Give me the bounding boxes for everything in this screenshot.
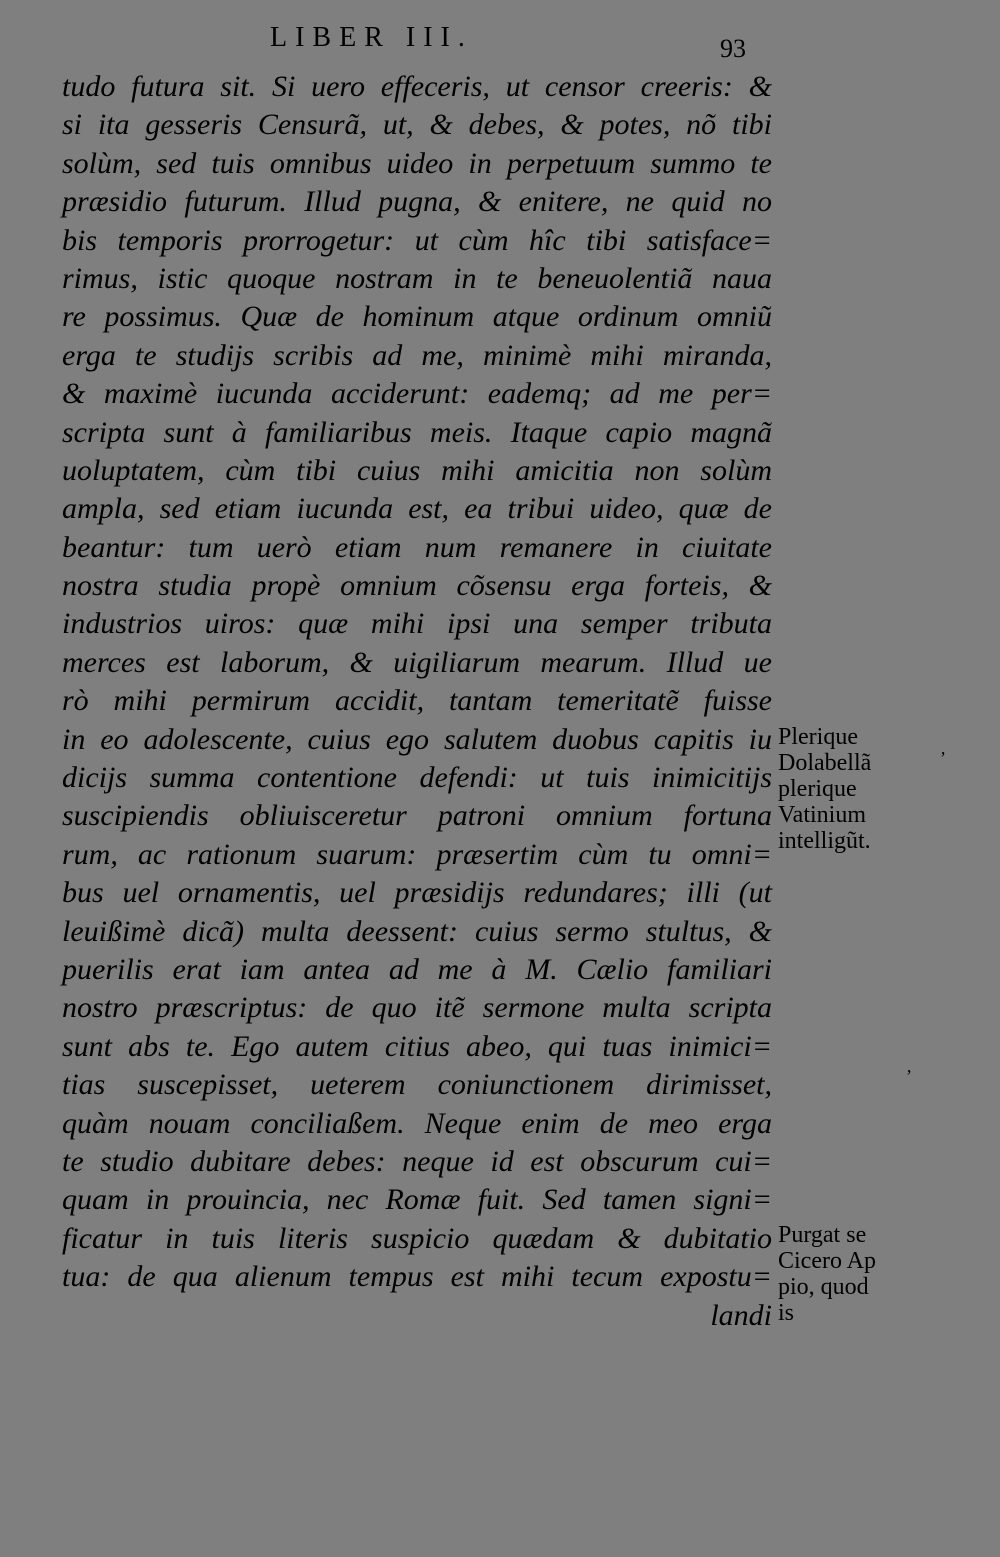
catchword: landi	[710, 1298, 772, 1332]
text-line: te studio dubitare debes: neque id est obscurum cui=	[62, 1144, 772, 1178]
text-line: solùm, sed tuis omnibus uideo in perpetuum summo te	[62, 146, 772, 180]
text-line: quam in prouincia, nec Romæ fuit. Sed tamen signi=	[62, 1183, 772, 1217]
text-line: re possimus. Quæ de hominum atque ordinum omniũ	[62, 300, 772, 334]
text-line: nostro præscriptus: de quo itẽ sermone multa scripta	[62, 991, 772, 1025]
text-line: quàm nouam conciliaßem. Neque enim de meo erga	[62, 1106, 772, 1140]
marginal-note-purgat	[778, 1222, 876, 1326]
text-line: rum, ac rationum suarum: præsertim cùm tu omni=	[62, 837, 772, 871]
text-line: in eo adolescente, cuius ego salutem duobus capitis iu	[62, 722, 772, 756]
margin-note-line: Plerique	[778, 724, 858, 750]
margin-note-line: intelligũt.	[778, 828, 871, 854]
text-line: tudo futura sit. Si uero effeceris, ut censor creeris: &	[62, 70, 772, 103]
text-line: sunt abs te. Ego autem citius abeo, qui tuas inimici=	[62, 1029, 772, 1063]
text-line: ampla, sed etiam iucunda est, ea tribui uideo, quæ de	[62, 492, 772, 526]
text-line: nostra studia propè omnium cõsensu erga forteis, &	[62, 569, 772, 603]
margin-note-line: pio, quod	[778, 1274, 869, 1300]
margin-note-line: Purgat se	[778, 1222, 867, 1248]
text-line: leuißimè dicã) multa deessent: cuius sermo stultus, &	[62, 914, 772, 948]
text-line: præsidio futurum. Illud pugna, & enitere, ne quid no	[62, 185, 772, 219]
text-line: merces est laborum, & uigiliarum mearum. Illud ue	[62, 645, 772, 679]
page-number: 93	[720, 34, 746, 63]
margin-note-line: plerique	[778, 776, 857, 802]
running-title: LIBER III.	[270, 22, 473, 53]
ink-speck-mark: ʼ	[940, 748, 946, 768]
text-line: scripta sunt à familiaribus meis. Itaque capio magnã	[62, 415, 772, 449]
text-line: rimus, istic quoque nostram in te beneuolentiã naua	[62, 261, 772, 295]
margin-note-line: Vatinium	[778, 802, 866, 828]
text-line: uoluptatem, cùm tibi cuius mihi amicitia non solùm	[62, 453, 772, 487]
text-line: suscipiendis obliuisceretur patroni omnium fortuna	[62, 799, 772, 833]
text-line: bis temporis prorrogetur: ut cùm hîc tibi satisface=	[62, 223, 772, 257]
text-line: beantur: tum uerò etiam num remanere in ciuitate	[62, 530, 772, 564]
ink-speck-mark: ʼ	[906, 1066, 912, 1086]
text-line: ficatur in tuis literis suspicio quædam & dubitatio	[62, 1221, 772, 1255]
main-text-block	[62, 68, 772, 1335]
text-line: bus uel ornamentis, uel præsidijs redundares; illi (ut	[62, 876, 772, 910]
text-line: dicijs summa contentione defendi: ut tuis inimicitijs	[62, 761, 772, 795]
text-line: si ita gesseris Censurã, ut, & debes, & potes, nõ tibi	[62, 108, 772, 142]
marginal-note-dolabella	[778, 724, 871, 854]
text-line: tua: de qua alienum tempus est mihi tecum expostu=	[62, 1260, 772, 1294]
margin-note-line: Dolabellã	[778, 750, 872, 776]
text-line: industrios uiros: quæ mihi ipsi una semper tributa	[62, 607, 772, 641]
text-line: puerilis erat iam antea ad me à M. Cælio familiari	[62, 952, 772, 986]
margin-note-line: Cicero Ap	[778, 1248, 876, 1274]
text-line: tias suscepisset, ueterem coniunctionem dirimisset,	[62, 1068, 772, 1102]
text-line: erga te studijs scribis ad me, minimè mihi miranda,	[62, 338, 772, 372]
margin-note-line: is	[778, 1300, 795, 1326]
text-line: & maximè iucunda acciderunt: eademq; ad me per=	[62, 377, 772, 411]
text-line: rò mihi permirum accidit, tantam temeritatẽ fuisse	[62, 684, 772, 718]
